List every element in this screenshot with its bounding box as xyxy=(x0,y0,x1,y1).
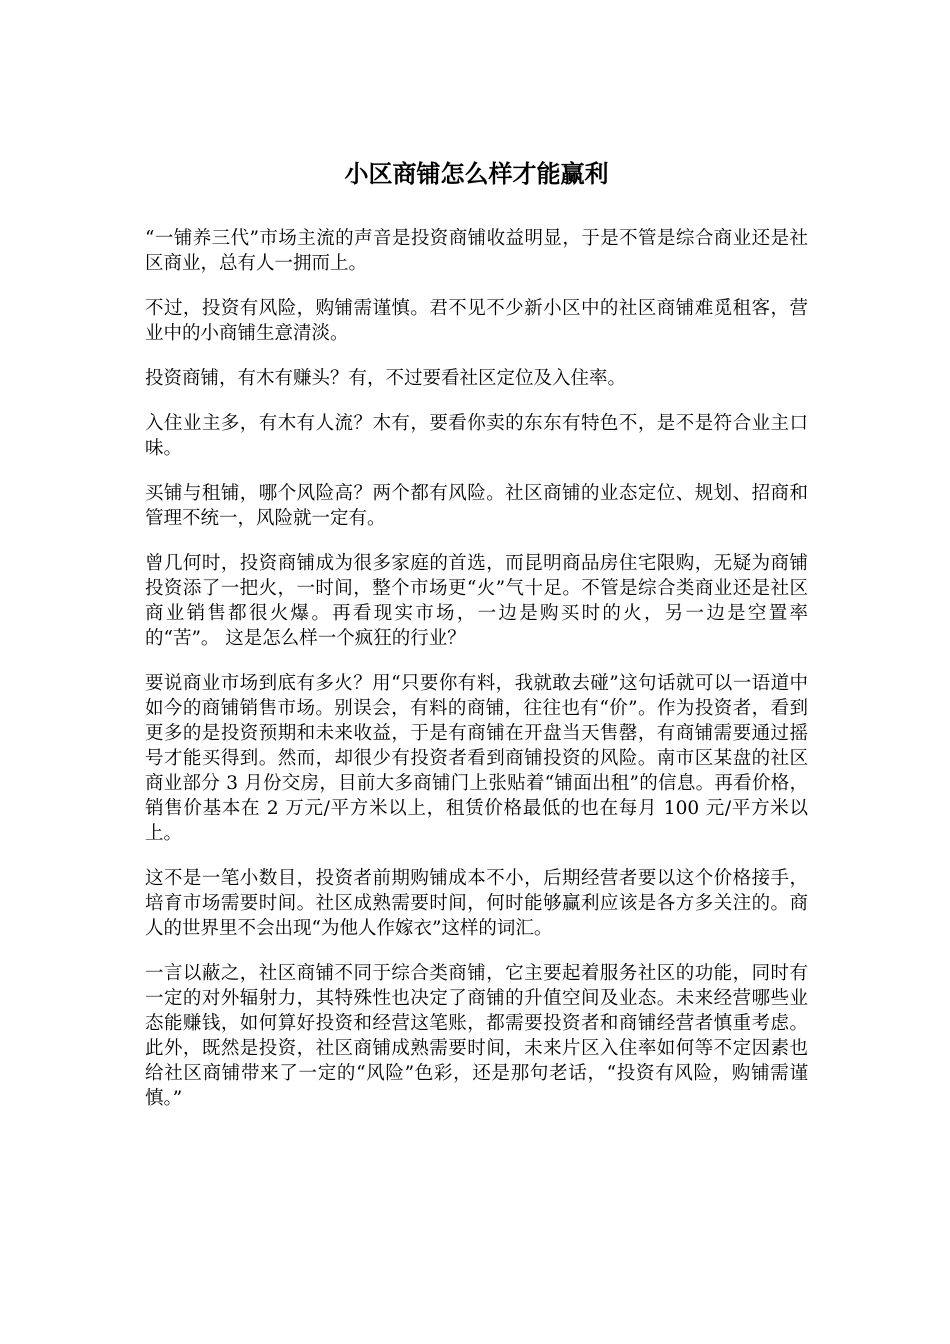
page-title: 小区商铺怎么样才能赢利 xyxy=(344,159,609,188)
paragraph-1: “一铺养三代”市场主流的声音是投资商铺收益明显，于是不管是综合商业还是社区商业，总有人一拥而上。 xyxy=(145,228,808,274)
paragraph-8: 这不是一笔小数目，投资者前期购铺成本不小，后期经营者要以这个价格接手，培育市场需要时间。社区成熟需要时间，何时能够赢利应该是各方多关注的。商人的世界里不会出现“为他人作嫁衣”这样的词汇。 xyxy=(145,868,808,939)
paragraph-6: 曾几何时，投资商铺成为很多家庭的首选，而昆明商品房住宅限购，无疑为商铺投资添了一把火，一时间，整个市场更“火”气十足。不管是综合类商业还是社区商业销售都很火爆。再看现实市场，一边是购买时的火，另一边是空置率的“苦”。 这是怎么样一个疯狂的行业？ xyxy=(145,553,808,649)
article xyxy=(145,150,808,1131)
paragraph-4: 入住业主多，有木有人流？木有，要看你卖的东东有特色不，是不是符合业主口味。 xyxy=(145,413,808,459)
paragraph-7: 要说商业市场到底有多火？用“只要你有料，我就敢去碰”这句话就可以一语道中如今的商铺销售市场。别误会，有料的商铺，往往也有“价”。作为投资者，看到更多的是投资预期和未来收益，于是有商铺在开盘当天售罄，有商铺需要通过摇号才能买得到。然而，却很少有投资者看到商铺投资的风险。南市区某盘的社区商业部分 3 月份交房，目前大多商铺门上张贴着“铺面出租”的信息。再看价格，销售价基本在 2 万元/平方米以上，租赁价格最低的也在每月 100 元/平方米以上。 xyxy=(145,673,808,844)
paragraph-9: 一言以蔽之，社区商铺不同于综合类商铺，它主要起着服务社区的功能，同时有一定的对外辐射力，其特殊性也决定了商铺的升值空间及业态。未来经营哪些业态能赚钱，如何算好投资和经营这笔账，都需要投资者和商铺经营者慎重考虑。此外，既然是投资，社区商铺成熟需要时间，未来片区入住率如何等不定因素也给社区商铺带来了一定的“风险”色彩，还是那句老话，“投资有风险，购铺需谨慎。” xyxy=(145,963,808,1109)
paragraph-2: 不过，投资有风险，购铺需谨慎。君不见不少新小区中的社区商铺难觅租客，营业中的小商铺生意清淡。 xyxy=(145,298,808,344)
paragraph-5: 买铺与租铺，哪个风险高？两个都有风险。社区商铺的业态定位、规划、招商和管理不统一，风险就一定有。 xyxy=(145,483,808,529)
paragraph-3: 投资商铺，有木有赚头？有，不过要看社区定位及入住率。 xyxy=(145,368,627,389)
